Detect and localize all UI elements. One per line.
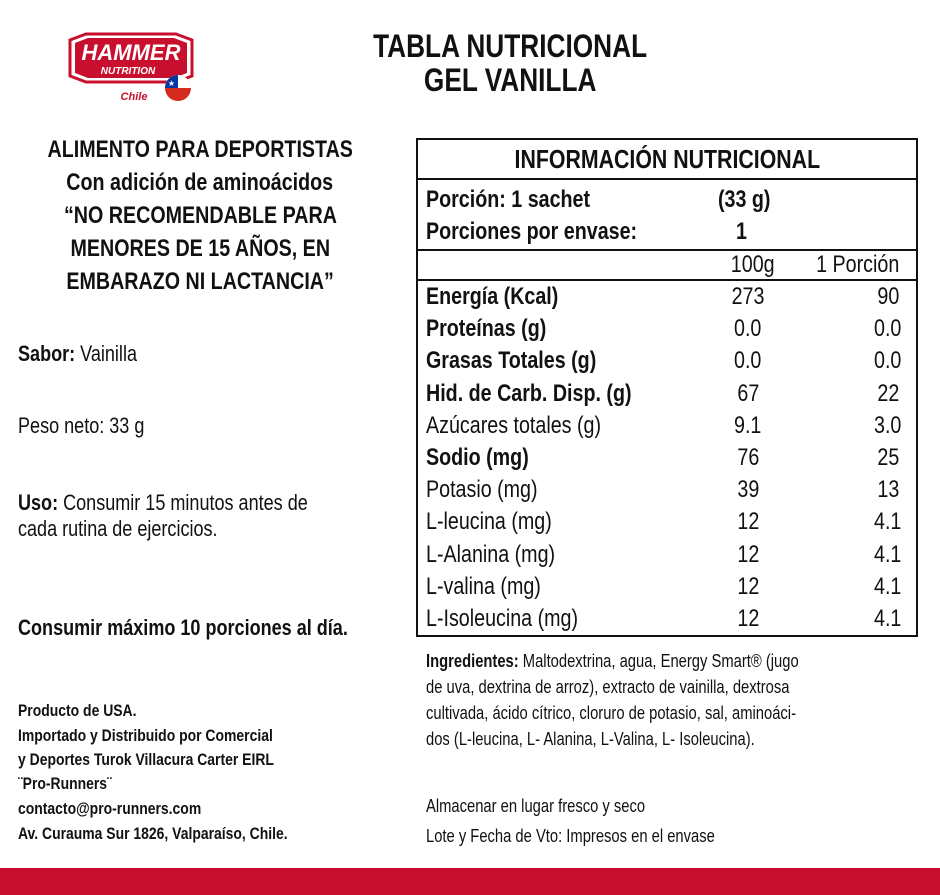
- address: Av. Curauma Sur 1826, Valparaíso, Chile.: [18, 824, 288, 843]
- svg-text:HAMMER: HAMMER: [81, 40, 181, 65]
- value-per-portion: 4.1: [874, 540, 902, 568]
- product-name: GEL VANILLA: [423, 62, 597, 98]
- nutrient-label: Sodio (mg): [426, 444, 529, 471]
- portion-value: (33 g): [718, 186, 771, 213]
- value-per-100g: 12: [737, 572, 759, 600]
- nutrient-label: Hid. de Carb. Disp. (g): [426, 379, 632, 407]
- lot-expiry: Lote y Fecha de Vto: Impresos en el envase: [426, 826, 715, 846]
- divider: [418, 279, 916, 281]
- value-per-portion: 25: [877, 444, 899, 471]
- svg-text:★: ★: [167, 79, 176, 88]
- value-per-portion: 3.0: [874, 411, 902, 439]
- value-per-portion: 4.1: [874, 508, 902, 536]
- nutrient-label: L-Isoleucina (mg): [426, 605, 579, 632]
- value-per-portion: 4.1: [874, 572, 902, 600]
- nutrient-label: L-Alanina (mg): [426, 540, 556, 568]
- value-per-portion: 13: [877, 476, 899, 504]
- value-per-100g: 273: [731, 283, 765, 310]
- nutrient-label: Grasas Totales (g): [426, 347, 597, 375]
- max-servings: Consumir máximo 10 porciones al día.: [18, 615, 348, 640]
- left-heading-line: ALIMENTO PARA DEPORTISTAS: [47, 136, 353, 163]
- svg-text:Chile: Chile: [120, 91, 148, 103]
- value-per-100g: 12: [737, 540, 759, 568]
- flavor: Sabor: Vainilla: [18, 341, 137, 366]
- origin: Producto de USA.: [18, 701, 137, 720]
- value-per-100g: 0.0: [734, 347, 762, 375]
- warning-line: “NO RECOMENDABLE PARA: [63, 202, 337, 229]
- ingredients-line: dos (L-leucina, L- Alanina, L-Valina, L- Isoleucina).: [426, 729, 755, 749]
- left-heading-line: Con adición de aminoácidos: [66, 169, 334, 196]
- page-title: TABLA NUTRICIONAL: [372, 28, 648, 64]
- storage: Almacenar en lugar fresco y seco: [426, 796, 646, 816]
- col-header-portion: 1 Porción: [816, 251, 900, 278]
- contact-email[interactable]: contacto@pro-runners.com: [18, 799, 202, 818]
- warning-line: EMBARAZO NI LACTANCIA”: [66, 268, 334, 295]
- nutrient-label: Potasio (mg): [426, 476, 538, 504]
- value-per-100g: 9.1: [734, 411, 762, 439]
- brand-bar: [0, 868, 940, 895]
- nutrient-label: Proteínas (g): [426, 315, 547, 343]
- net-weight: Peso neto: 33 g: [18, 413, 145, 438]
- value-per-100g: 12: [737, 508, 759, 536]
- value-per-portion: 90: [877, 283, 899, 310]
- table-header: INFORMACIÓN NUTRICIONAL: [514, 144, 820, 174]
- servings-label: Porciones por envase:: [426, 218, 638, 245]
- value-per-100g: 39: [737, 476, 759, 504]
- ingredients-line: de uva, dextrina de arroz), extracto de vainilla, dextrosa: [426, 677, 790, 697]
- col-header-100g: 100g: [731, 251, 775, 278]
- nutrient-label: L-valina (mg): [426, 572, 541, 600]
- divider: [418, 178, 916, 180]
- value-per-portion: 0.0: [874, 315, 902, 343]
- value-per-100g: 67: [737, 379, 759, 407]
- ingredients-line: cultivada, ácido cítrico, cloruro de potasio, sal, aminoáci-: [426, 703, 796, 723]
- value-per-portion: 4.1: [874, 605, 902, 632]
- value-per-portion: 22: [877, 379, 899, 407]
- portion-label: Porción: 1 sachet: [426, 186, 591, 213]
- importer-brand: ¨Pro-Runners¨: [18, 774, 112, 793]
- nutrient-label: Azúcares totales (g): [426, 411, 602, 439]
- value-per-100g: 12: [737, 605, 759, 632]
- value-per-portion: 0.0: [874, 347, 902, 375]
- servings-value: 1: [736, 218, 747, 245]
- value-per-100g: 76: [737, 444, 759, 471]
- warning-line: MENORES DE 15 AÑOS, EN: [70, 235, 330, 262]
- ingredients: Ingredientes: Maltodextrina, agua, Energy Smart® (jugo: [426, 651, 799, 671]
- svg-text:NUTRITION: NUTRITION: [100, 66, 156, 77]
- usage-line2: cada rutina de ejercicios.: [18, 516, 218, 541]
- importer: y Deportes Turok Villacura Carter EIRL: [18, 750, 274, 769]
- value-per-100g: 0.0: [734, 315, 762, 343]
- usage: Uso: Consumir 15 minutos antes de: [18, 490, 308, 515]
- importer: Importado y Distribuido por Comercial: [18, 726, 273, 745]
- nutrient-label: Energía (Kcal): [426, 283, 559, 310]
- nutrition-table: [416, 138, 918, 637]
- nutrient-label: L-leucina (mg): [426, 508, 552, 536]
